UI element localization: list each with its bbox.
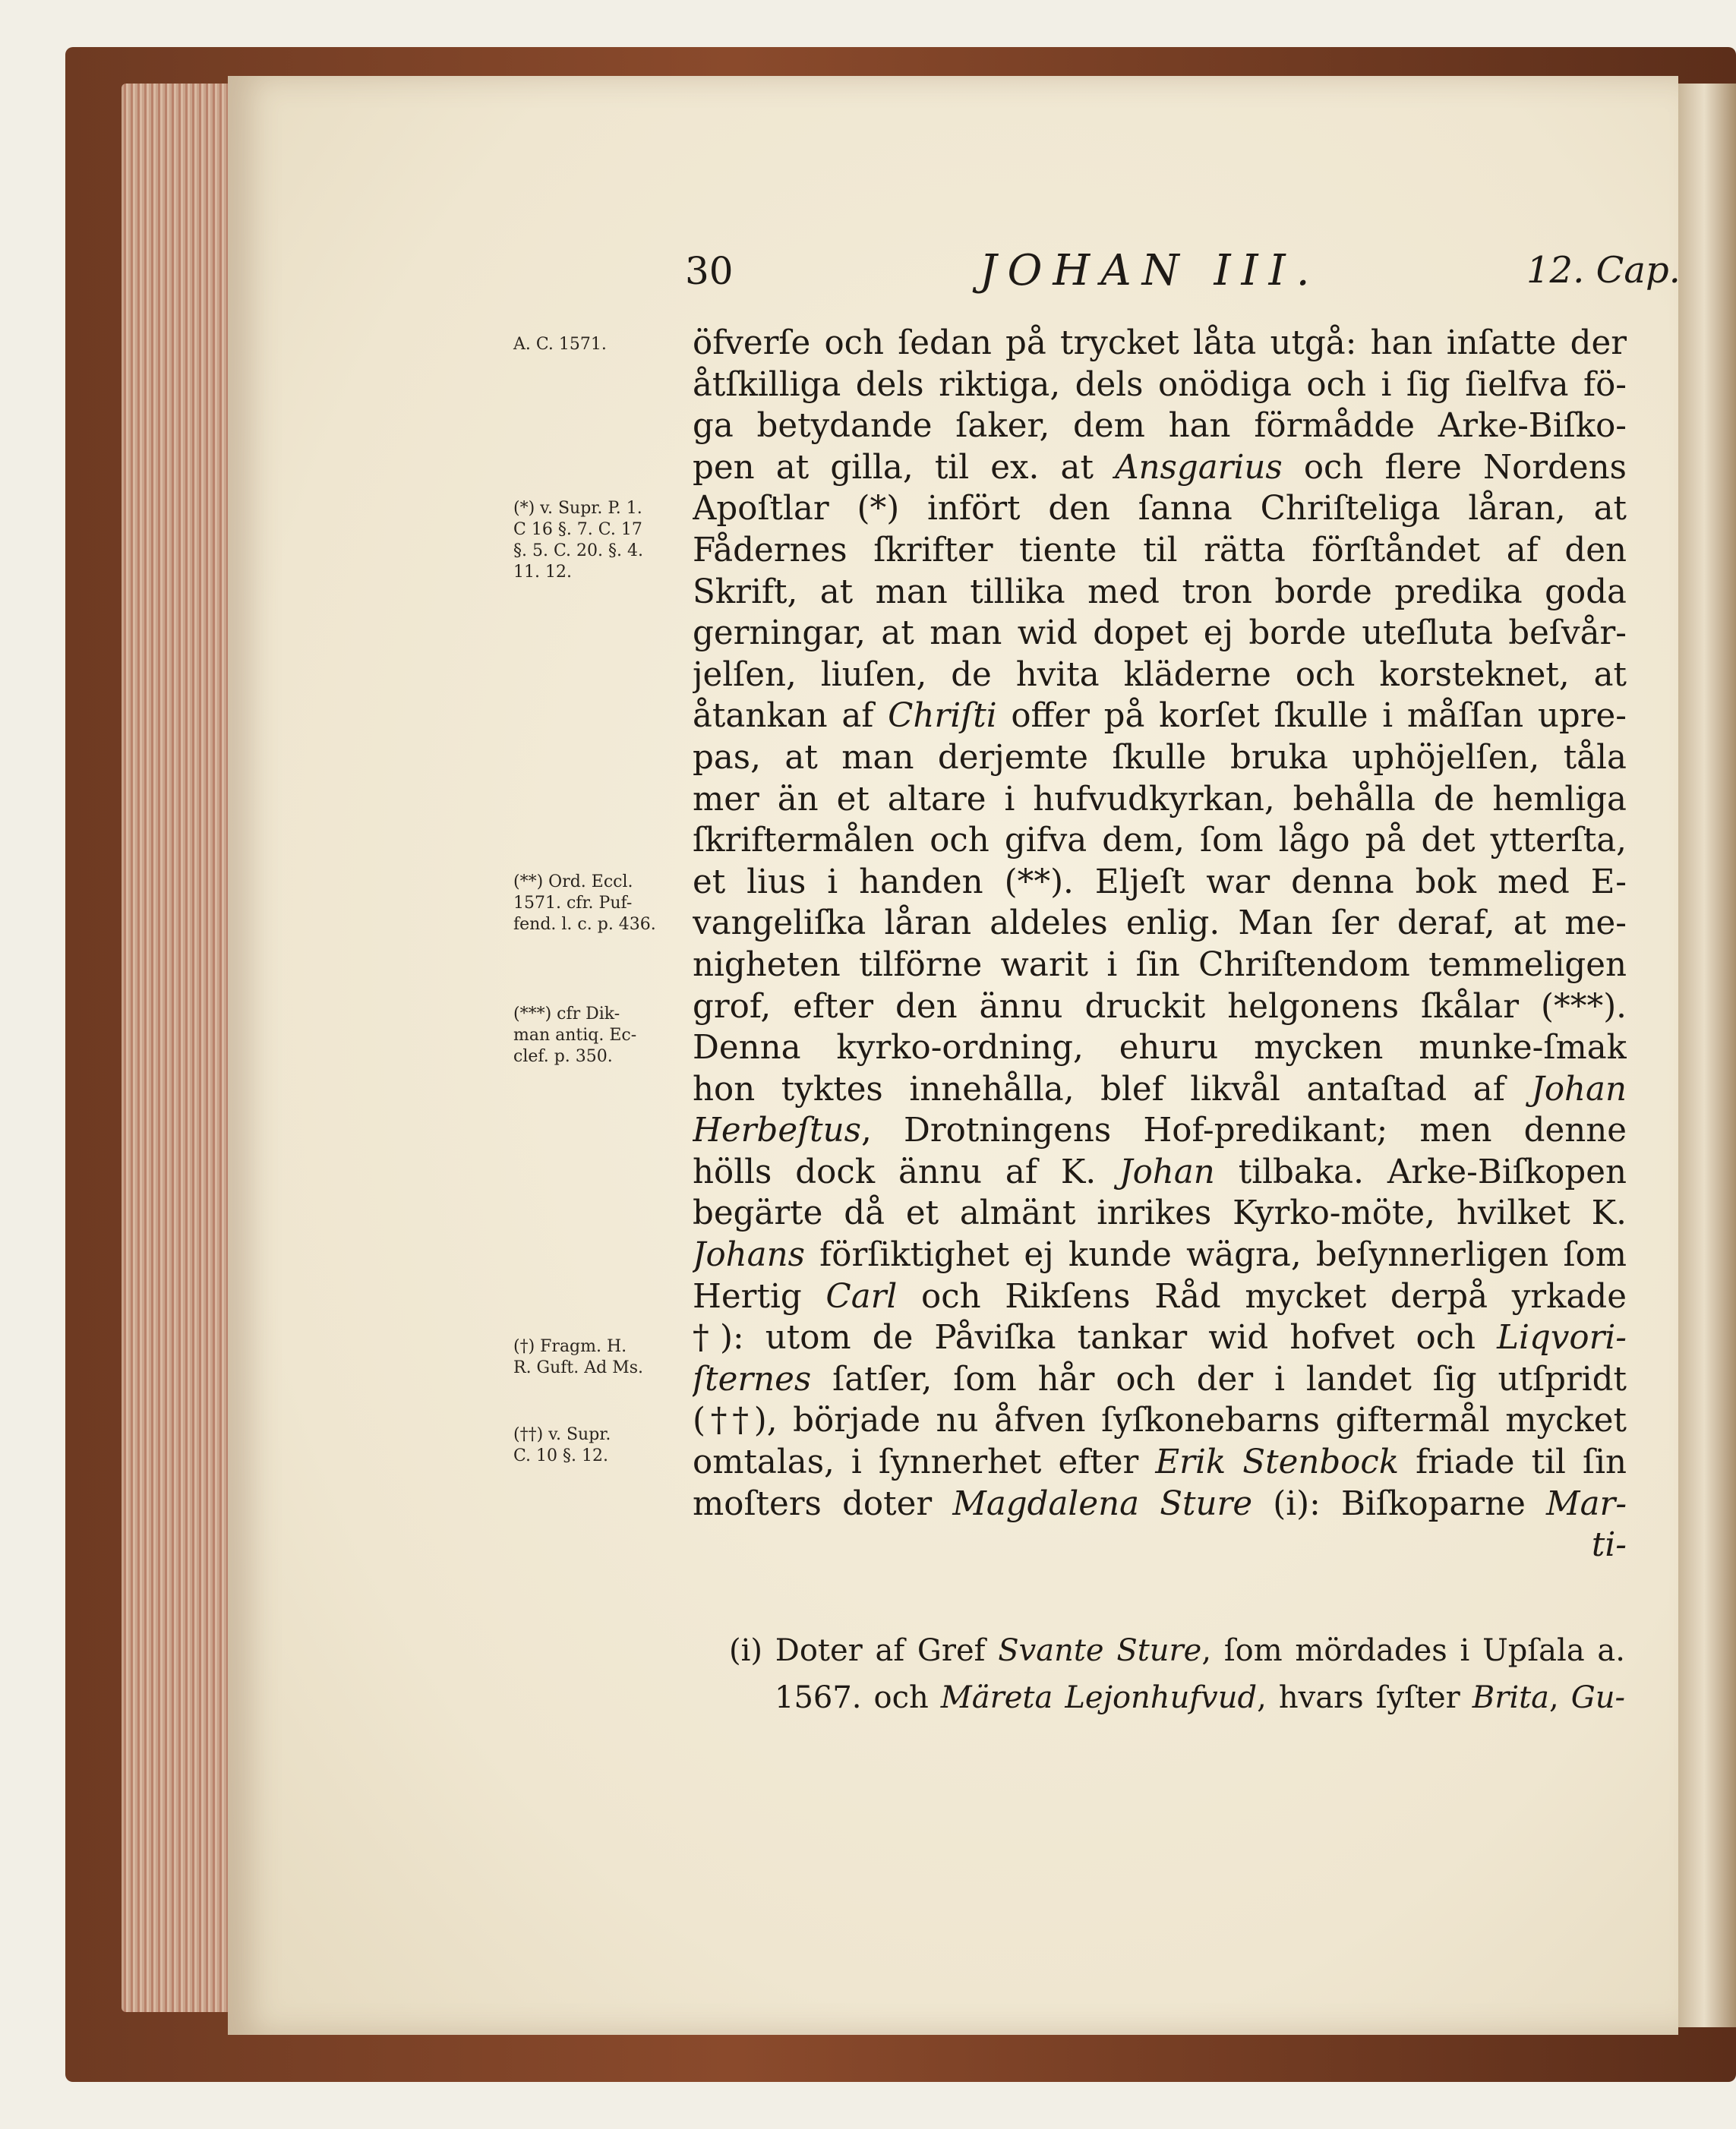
text-line-1: öfverſe och ſedan på trycket låta utgå: han inſatte der <box>693 324 1627 362</box>
page-edges <box>122 84 235 2012</box>
text-line-18: Denna kyrko-ordning, ehuru mycken munke-ſmak <box>693 1029 1627 1068</box>
margin-note-1: (*) v. Supr. P. 1. C 16 §. 7. C. 17 §. 5. C. 20. §. 4. 11. 12. <box>513 499 643 582</box>
text-line-6: Fådernes ſkrifter tiente til rätta förſtåndet af den <box>693 531 1627 569</box>
name-erik-stenbock: Erik Stenbock <box>1155 1443 1400 1482</box>
margin-note-5: (††) v. Supr. C. 10 §. 12. <box>513 1425 611 1465</box>
text-line-9: jelſen, liuſen, de hvita kläderne och korsteknet, at <box>693 655 1627 694</box>
name-liqvoristernes: Liqvori- <box>1497 1319 1627 1358</box>
running-title: JOHAN III. <box>980 246 1321 295</box>
text-line-25: †): utom de Påviſka tankar wid hofvet och Liqvori- <box>693 1319 1627 1358</box>
name-gustaf: Gu- <box>1570 1680 1625 1715</box>
name-svante-sture: Svante Sture <box>998 1633 1202 1668</box>
footnote-line-2: 1567. och Märeta Lejonhufvud, hvars ſyſter Brita, Gu- <box>775 1680 1625 1715</box>
catchword: ti- <box>1591 1526 1627 1565</box>
footnote-line-1: (i) Doter af Gref Svante Sture, ſom mördades i Upſala a. <box>729 1633 1625 1668</box>
footnote <box>729 1627 1625 1721</box>
text-line-2: åtſkilliga dels riktiga, dels onödiga och i ſig ſielfva fö- <box>693 365 1627 404</box>
text-line-13: ſkriftermålen och gifva dem, ſom lågo på det ytterſta, <box>693 822 1627 860</box>
text-line-4: pen at gilla, til ex. at Ansgarius och flere Nordens <box>693 448 1627 487</box>
margin-note-2: (**) Ord. Eccl. 1571. cfr. Puf- fend. l. c. p. 436. <box>513 872 656 934</box>
text-line-3: ga betydande ſaker, dem han förmådde Arke-Biſko- <box>693 407 1627 446</box>
chapter-label: 12. Cap. <box>1526 249 1681 292</box>
text-line-11: pas, at man derjemte ſkulle bruka uphöjelſen, tåla <box>693 738 1627 777</box>
main-text <box>693 323 1627 1566</box>
text-line-15: vangeliſka låran aldeles enlig. Man ſer deraf, at me- <box>693 904 1627 943</box>
name-magdalena-sture: Magdalena Sture <box>952 1484 1253 1523</box>
text-line-10: åtankan af Chriſti offer på korſet ſkulle i måſſan upre- <box>693 697 1627 736</box>
margin-note-4: (†) Fragm. H. R. Guft. Ad Ms. <box>513 1337 644 1377</box>
text-line-16: nigheten tilförne warit i ſin Chriſtendom temmeligen <box>693 945 1627 984</box>
page-header <box>0 241 1736 302</box>
text-line-29: moſters doter Magdalena Sture (i): Biſkoparne Mar- <box>693 1484 1627 1523</box>
text-line-23: Johans förſiktighet ej kunde wägra, beſynnerligen ſom <box>693 1236 1627 1275</box>
name-herbestus: Herbeſtus <box>693 1112 861 1150</box>
margin-note-year: A. C. 1571. <box>513 335 607 354</box>
name-carl: Carl <box>825 1277 898 1316</box>
text-line-27: (††), började nu åfven ſyſkonebarns giftermål mycket <box>693 1402 1627 1440</box>
facing-page-edge <box>1678 84 1736 2027</box>
text-line-17: grof, efter den ännu druckit helgonens ſkålar (***). <box>693 987 1627 1026</box>
text-line-14: et lius i handen (**). Eljeſt war denna bok med E- <box>693 863 1627 901</box>
text-line-20: Herbeſtus, Drotningens Hof-predikant; men denne <box>693 1112 1627 1150</box>
text-line-24: Hertig Carl och Rikſens Råd mycket derpå yrkade <box>693 1277 1627 1316</box>
name-martinus: Mar- <box>1546 1484 1627 1523</box>
page-number: 30 <box>685 249 734 293</box>
text-line-22: begärte då et almänt inrikes Kyrko-möte, hvilket K. <box>693 1194 1627 1233</box>
margin-note-3: (***) cfr Dik- man antiq. Ec- clef. p. 350. <box>513 1005 637 1066</box>
name-ansgarius: Ansgarius <box>1115 448 1283 487</box>
text-line-21: hölls dock ännu af K. Johan tilbaka. Arke-Biſkopen <box>693 1153 1627 1191</box>
text-line-8: gerningar, at man wid dopet ej borde uteſluta beſvår- <box>693 614 1627 653</box>
text-line-28: omtalas, i ſynnerhet efter Erik Stenbock friade til ſin <box>693 1443 1627 1482</box>
text-line-26: ſternes ſatſer, ſom hår och der i landet ſig utſpridt <box>693 1360 1627 1399</box>
name-johan-2: Johan <box>1119 1153 1215 1191</box>
name-brita: Brita <box>1472 1680 1550 1715</box>
name-mareta-lejonhufvud: Märeta Lejonhufvud <box>940 1680 1258 1715</box>
name-liqvoristernes-cont: ſternes <box>693 1360 812 1399</box>
text-line-5: Apoſtlar (*) infört den ſanna Chriſteliga låran, at <box>693 490 1627 528</box>
name-johan: Johan <box>1531 1070 1627 1109</box>
text-line-12: mer än et altare i hufvudkyrkan, behålla de hemliga <box>693 780 1627 818</box>
text-line-19: hon tyktes innehålla, blef likvål antaſtad af Johan <box>693 1070 1627 1109</box>
name-johans: Johans <box>693 1236 805 1275</box>
text-line-7: Skrift, at man tillika med tron borde predika goda <box>693 572 1627 611</box>
name-christi: Chriſti <box>888 697 997 736</box>
